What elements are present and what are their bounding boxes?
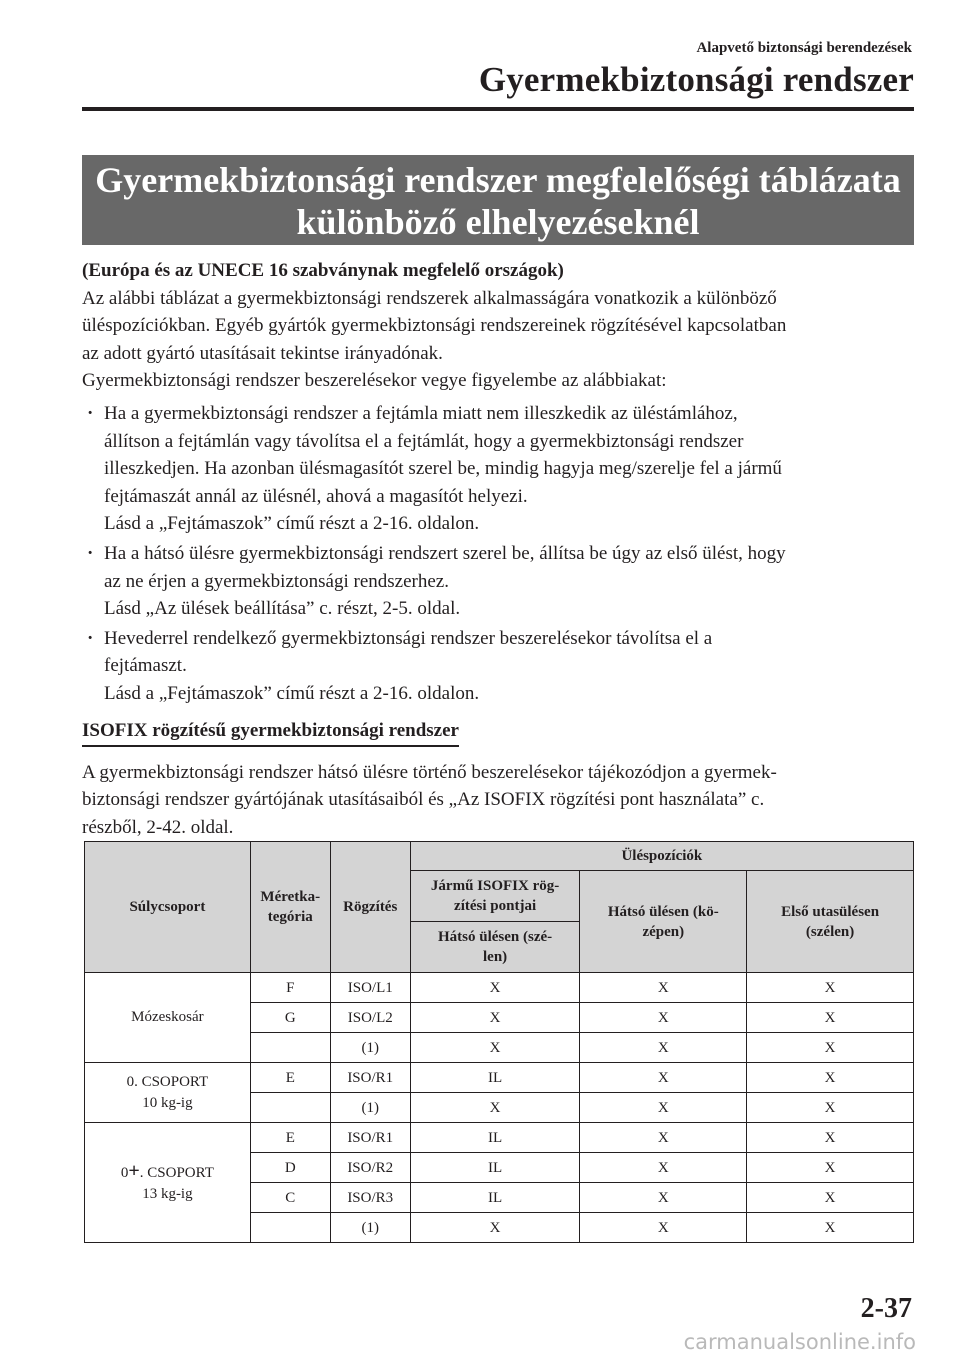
cell-fixture: (1) (330, 1093, 410, 1123)
cell-fixture: ISO/L1 (330, 973, 410, 1003)
cell-rear-outer: X (410, 973, 580, 1003)
cell-fixture: ISO/R1 (330, 1123, 410, 1153)
bullet-dot-icon: · (87, 402, 94, 424)
cell-fixture: ISO/R1 (330, 1063, 410, 1093)
cell-front-passenger: X (747, 1033, 914, 1063)
cell-rear-outer: IL (410, 1153, 580, 1183)
cell-front-passenger: X (747, 1153, 914, 1183)
group-0: 0. CSOPORT 10 kg-ig (85, 1063, 251, 1123)
bullet-line: az ne érjen a gyermekbiztonsági rendszerhez. (104, 570, 449, 592)
cell-rear-outer: X (410, 1003, 580, 1033)
section-title-line-1: Gyermekbiztonsági rendszer megfelelőségi táblázata (95, 160, 901, 200)
table-row (85, 1063, 914, 1093)
page-number: 2-37 (860, 1293, 912, 1324)
header-rule (82, 107, 914, 111)
cell-rear-outer: IL (410, 1183, 580, 1213)
bullet-line: fejtámaszát annál az ülésnél, ahová a magasítót helyezi. (104, 485, 528, 507)
cell-rear-center: X (580, 1213, 747, 1243)
cell-size-class: G (250, 1003, 330, 1033)
cell-front-passenger: X (747, 1063, 914, 1093)
bullet-line: Hevederrel rendelkező gyermekbiztonsági rendszer beszerelésekor távolítsa el a (104, 627, 713, 649)
running-header-section: Alapvető biztonsági berendezések (696, 40, 912, 56)
cell-rear-center: X (580, 1183, 747, 1213)
cell-fixture: (1) (330, 1213, 410, 1243)
group-carrycot: Mózeskosár (85, 973, 251, 1063)
intro-line: Az alábbi táblázat a gyermekbiztonsági rendszerek alkalmasságára vonatkozik a különböző (82, 287, 777, 309)
isofix-line: A gyermekbiztonsági rendszer hátsó ülésre történő beszerelésekor tájékozódjon a gyermek- (82, 761, 777, 783)
cell-rear-center: X (580, 1003, 747, 1033)
cell-rear-center: X (580, 1063, 747, 1093)
cell-size-class: E (250, 1123, 330, 1153)
cell-size-class (250, 1213, 330, 1243)
header-front-passenger: Első utasülésen (szélen) (747, 871, 914, 973)
cell-fixture: ISO/L2 (330, 1003, 410, 1033)
header-weight-group: Súlycsoport (85, 842, 251, 973)
isofix-line: biztonsági rendszer gyártójának utasításaiból és „Az ISOFIX rögzítési pont használata” c. (82, 789, 765, 811)
region-note: (Európa és az UNECE 16 szabványnak megfelelő országok) (82, 260, 564, 281)
section-title-banner (82, 155, 914, 245)
section-title-line-2: különböző elhelyezéseknél (296, 202, 700, 242)
body-text (82, 257, 914, 841)
cell-front-passenger: X (747, 973, 914, 1003)
isofix-paragraph (82, 759, 914, 842)
cell-fixture: (1) (330, 1033, 410, 1063)
bullet-dot-icon: · (87, 542, 94, 564)
cell-rear-outer: X (410, 1033, 580, 1063)
plus-icon: + (128, 1159, 140, 1182)
table-header-row (85, 842, 914, 871)
header-fixture: Rögzítés (330, 842, 410, 973)
group-0-plus: 0+. CSOPORT 13 kg-ig (85, 1123, 251, 1243)
header-isofix-points: Jármű ISOFIX rög- zítési pontjai (410, 871, 580, 922)
intro-line: az adott gyártó utasításait tekintse irányadónak. (82, 342, 443, 364)
header-size-class: Méretka- tegória (250, 842, 330, 973)
cell-size-class: F (250, 973, 330, 1003)
bullet-line: fejtámaszt. (104, 655, 187, 677)
bullet-line: illeszkedjen. Ha azonban ülésmagasítót szerel be, mindig hagyja meg/szerelje fel a jármű (104, 458, 782, 480)
site-watermark: carmanualsonline.info (683, 1330, 916, 1354)
bullet-reference: Lásd a „Fejtámaszok” című részt a 2-16. oldalon. (104, 513, 480, 535)
cell-front-passenger: X (747, 1093, 914, 1123)
cell-rear-outer: X (410, 1213, 580, 1243)
bullet-reference: Lásd a „Fejtámaszok” című részt a 2-16. oldalon. (104, 682, 480, 704)
cell-size-class: E (250, 1063, 330, 1093)
intro-line: üléspozíciókban. Egyéb gyártók gyermekbiztonsági rendszereinek rögzítésével kapcsolatban (82, 315, 787, 337)
header-rear-outer: Hátsó ülésen (szé- len) (410, 922, 580, 973)
isofix-compatibility-table (84, 841, 914, 1243)
cell-size-class: D (250, 1153, 330, 1183)
cell-fixture: ISO/R3 (330, 1183, 410, 1213)
cell-front-passenger: X (747, 1213, 914, 1243)
instruction-lead: Gyermekbiztonsági rendszer beszerelésekor vegye figyelembe az alábbiakat: (82, 370, 667, 392)
bullet-dot-icon: · (87, 627, 94, 649)
table-row (85, 1123, 914, 1153)
isofix-line: részből, 2-42. oldal. (82, 816, 234, 838)
cell-fixture: ISO/R2 (330, 1153, 410, 1183)
bullet-reference: Lásd „Az ülések beállítása” c. részt, 2-5. oldal. (104, 598, 461, 620)
bullet-list (82, 400, 914, 708)
cell-rear-center: X (580, 1123, 747, 1153)
cell-rear-center: X (580, 1093, 747, 1123)
cell-rear-outer: IL (410, 1123, 580, 1153)
table-row (85, 973, 914, 1003)
bullet-item (82, 625, 914, 708)
cell-rear-center: X (580, 973, 747, 1003)
running-header-chapter: Gyermekbiztonsági rendszer (478, 60, 914, 99)
bullet-line: állítson a fejtámlán vagy távolítsa el a fejtámlát, hogy a gyermekbiztonsági rendszer (104, 430, 744, 452)
cell-rear-outer: IL (410, 1063, 580, 1093)
bullet-line: Ha a gyermekbiztonsági rendszer a fejtámla miatt nem illeszkedik az üléstámlához, (104, 402, 738, 424)
cell-size-class (250, 1093, 330, 1123)
cell-rear-center: X (580, 1153, 747, 1183)
cell-size-class (250, 1033, 330, 1063)
cell-rear-center: X (580, 1033, 747, 1063)
isofix-heading: ISOFIX rögzítésű gyermekbiztonsági rendszer (82, 718, 459, 747)
bullet-item (82, 540, 914, 623)
cell-front-passenger: X (747, 1123, 914, 1153)
header-seat-positions: Üléspozíciók (410, 842, 913, 871)
cell-front-passenger: X (747, 1003, 914, 1033)
bullet-item (82, 400, 914, 538)
bullet-line: Ha a hátsó ülésre gyermekbiztonsági rendszert szerel be, állítsa be úgy az első ülést, hogy (104, 542, 786, 564)
cell-size-class: C (250, 1183, 330, 1213)
intro-paragraph (82, 285, 914, 368)
cell-front-passenger: X (747, 1183, 914, 1213)
header-rear-center: Hátsó ülésen (kö- zépen) (580, 871, 747, 973)
cell-rear-outer: X (410, 1093, 580, 1123)
